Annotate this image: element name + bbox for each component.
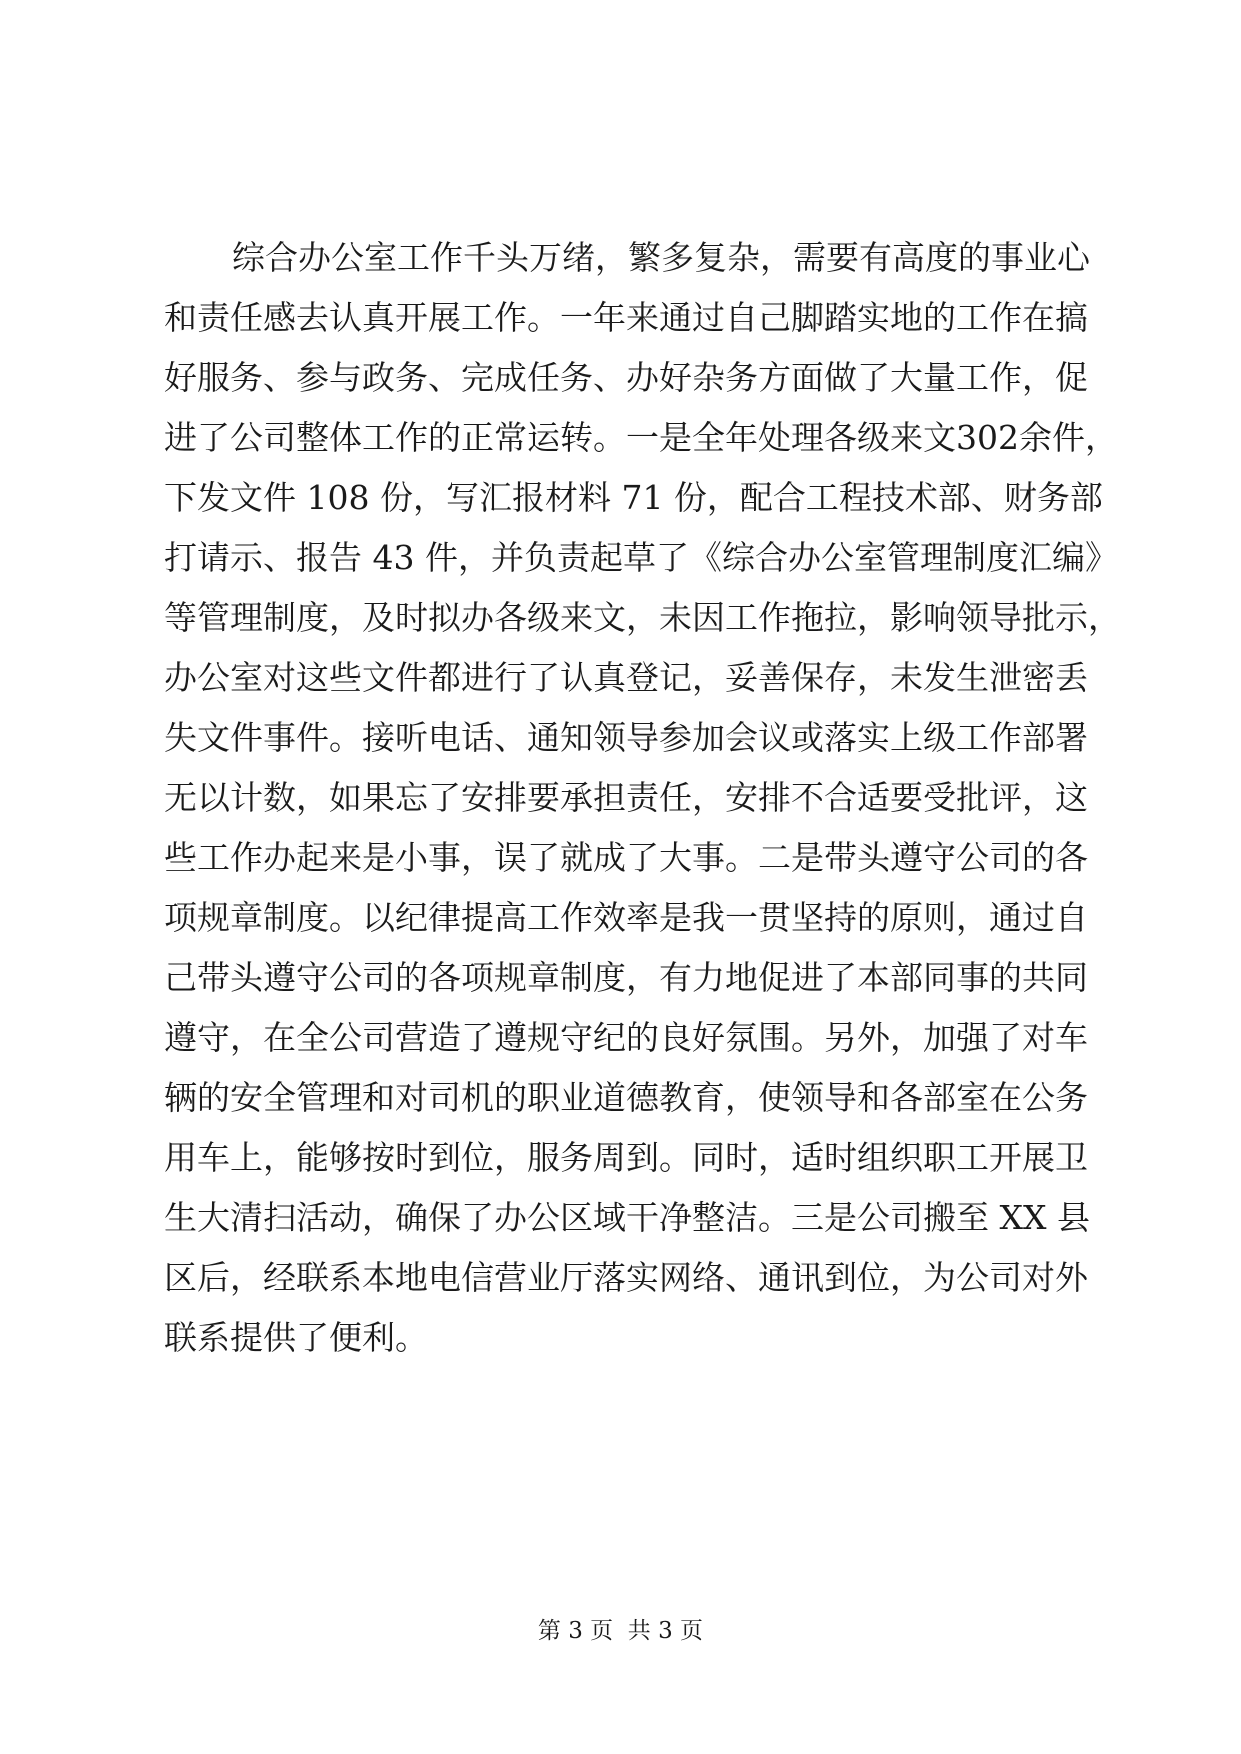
paragraph-line: 生大清扫活动，确保了办公区域干净整洁。三是公司搬至 XX 县: [164, 1198, 1090, 1237]
paragraph-line: 联系提供了便利。: [164, 1318, 428, 1357]
paragraph-line: 项规章制度。以纪律提高工作效率是我一贯坚持的原则，通过自: [164, 898, 1088, 937]
paragraph-line: 等管理制度，及时拟办各级来文，未因工作拖拉，影响领导批示，: [164, 598, 1121, 637]
paragraph-line: 综合办公室工作千头万绪，繁多复杂，需要有高度的事业心: [232, 238, 1090, 277]
paragraph-line: 下发文件 108 份，写汇报材料 71 份，配合工程技术部、财务部: [164, 478, 1103, 517]
body-paragraph: [164, 228, 1121, 1368]
paragraph-line: 些工作办起来是小事，误了就成了大事。二是带头遵守公司的各: [164, 838, 1088, 877]
paragraph-line: 用车上，能够按时到位，服务周到。同时，适时组织职工开展卫: [164, 1138, 1088, 1177]
paragraph-line: 好服务、参与政务、完成任务、办好杂务方面做了大量工作，促: [164, 358, 1088, 397]
paragraph-line: 失文件事件。接听电话、通知领导参加会议或落实上级工作部署: [164, 718, 1088, 757]
paragraph-line: 辆的安全管理和对司机的职业道德教育，使领导和各部室在公务: [164, 1078, 1088, 1117]
page-footer: 第 3 页 共 3 页: [537, 1618, 704, 1644]
paragraph-line: 进了公司整体工作的正常运转。一是全年处理各级来文302余件，: [164, 418, 1118, 457]
paragraph-line: 无以计数，如果忘了安排要承担责任，安排不合适要受批评，这: [164, 778, 1088, 817]
paragraph-line: 和责任感去认真开展工作。一年来通过自己脚踏实地的工作在搞: [164, 298, 1088, 337]
paragraph-line: 区后，经联系本地电信营业厅落实网络、通讯到位，为公司对外: [164, 1258, 1088, 1297]
paragraph-line: 办公室对这些文件都进行了认真登记，妥善保存，未发生泄密丢: [164, 658, 1088, 697]
paragraph-line: 遵守，在全公司营造了遵规守纪的良好氛围。另外，加强了对车: [164, 1018, 1088, 1057]
paragraph-line: 打请示、报告 43 件，并负责起草了《综合办公室管理制度汇编》: [164, 538, 1118, 577]
paragraph-line: 己带头遵守公司的各项规章制度，有力地促进了本部同事的共同: [164, 958, 1088, 997]
